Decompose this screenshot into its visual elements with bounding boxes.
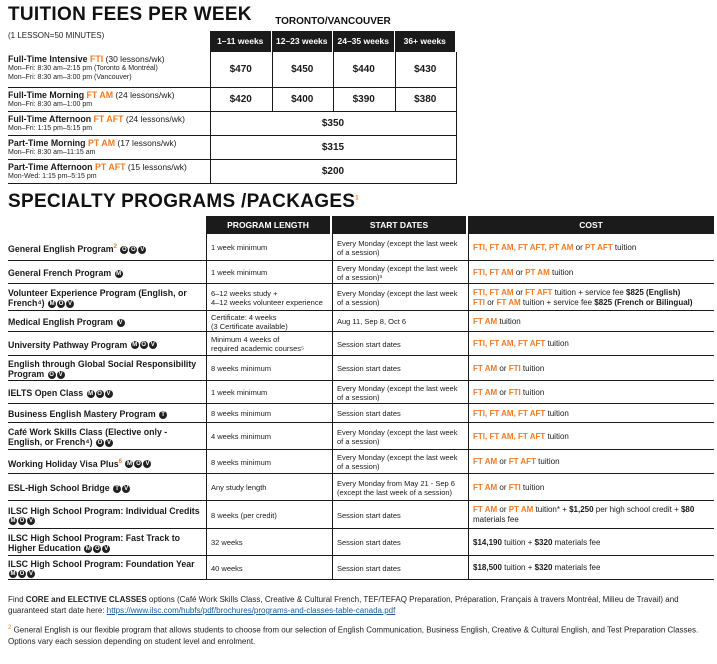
campus-icon: V (28, 518, 33, 525)
program-length: Certificate: 4 weeks (3 Certificate available) (211, 312, 288, 331)
start-dates: Every Monday (except the last week of a session)³ (337, 263, 458, 282)
program-length: 8 weeks minimum (211, 409, 272, 418)
campus-icon: O (58, 300, 64, 307)
program-length: 8 weeks (per credit) (211, 510, 277, 520)
tuition-price: $430 (414, 64, 437, 75)
program-cost: FTI, FT AM or FT AFT tuition + service fee $825 (English) FTI or FT AM tuition + service fee $825 (French or Bilingual) (473, 287, 693, 307)
campus-icon: M (10, 518, 16, 525)
campus-icon: T (113, 485, 121, 493)
specialty-row (8, 332, 714, 356)
start-dates: Session start dates (337, 510, 401, 520)
program-cost: FT AM tuition (473, 316, 521, 326)
tuition-price: $350 (321, 118, 345, 129)
start-dates: Every Monday (except the last week of a session) (337, 427, 458, 446)
specialty-row (8, 450, 714, 474)
campus-icon: O (49, 371, 54, 378)
tuition-column-headers (210, 31, 456, 52)
tuition-price: $470 (229, 64, 252, 75)
start-dates: Session start dates (337, 364, 401, 373)
campus-icon: V (150, 342, 155, 349)
specialty-col-2: COST (468, 216, 714, 234)
specialty-row (8, 381, 714, 404)
campus-icon: V (118, 319, 123, 326)
start-dates: Session start dates (337, 339, 401, 349)
program-length: 1 week minimum (211, 268, 268, 277)
specialty-row (8, 474, 714, 501)
campus-icon: O (19, 571, 25, 578)
specialty-row (8, 404, 714, 423)
tuition-row-name: Part-Time Afternoon PT AFT (15 lessons/wk) Mon-Wed: 1:15 pm–5:15 pm (8, 162, 187, 180)
program-cost: FT AM or FTI tuition (473, 482, 545, 492)
specialty-row (8, 261, 714, 284)
tuition-price: $440 (352, 64, 375, 75)
tuition-price: $390 (352, 94, 375, 105)
campus-icon: O (97, 390, 102, 397)
region-header: TORONTO/VANCOUVER (275, 16, 391, 27)
tuition-row-name: Part-Time Morning PT AM (17 lessons/wk) Mon–Fri: 8:30 am–11:15 am (8, 138, 177, 156)
program-name: General English Program$^2$ O O V (8, 243, 145, 254)
campus-icon: O (141, 342, 147, 349)
start-dates: Aug 11, Sep 8, Oct 6 (337, 317, 407, 326)
campus-icon: T (159, 411, 167, 419)
campus-icon: M (85, 545, 91, 552)
specialty-col-0: PROGRAM LENGTH (206, 216, 330, 234)
program-name: Café Work Skills Class (Elective only - English, or French⁴) O V (8, 427, 168, 447)
campus-icon: O (94, 545, 100, 552)
program-cost: FTI, FT AM, FT AFT tuition (473, 339, 569, 348)
specialty-row (8, 234, 714, 261)
tuition-price: $200 (321, 166, 345, 177)
campus-icon: M (116, 270, 122, 277)
campus-icon: V (28, 571, 33, 578)
program-length: 8 weeks minimum (211, 457, 272, 467)
start-dates: Every Monday (except the last week of a session) (337, 288, 458, 307)
program-cost: $18,500 tuition + $320 materials fee (473, 563, 601, 572)
program-cost: FTI, FT AM, FT AFT tuition (473, 408, 569, 418)
campus-icon: M (132, 342, 138, 349)
start-dates: Session start dates (337, 563, 401, 573)
tuition-title: TUITION FEES PER WEEK (8, 4, 252, 25)
tuition-row (8, 52, 456, 88)
program-length: 8 weeks minimum (211, 364, 272, 373)
campus-icon: O (19, 518, 25, 525)
program-length: Any study length (211, 483, 267, 492)
tuition-col-3: 36+ weeks (395, 31, 456, 52)
program-length: 32 weeks (211, 538, 243, 547)
campus-icon: V (58, 371, 63, 378)
tuition-price: $400 (291, 94, 314, 105)
tuition-row-name: Full-Time Intensive FTI (30 lessons/wk) Mon–Fri: 8:30 am–2:15 pm (Toronto & Montréal) Mon–Fri: 8:30 am–3:00 pm (Vancouver) (8, 54, 165, 81)
program-name: ILSC High School Program: Foundation Year M O V (8, 558, 195, 578)
program-name: University Pathway Program M O V (8, 339, 155, 350)
start-dates: Session start dates (337, 538, 401, 547)
program-cost: FT AM or FTI tuition (473, 363, 545, 373)
specialty-row (8, 311, 714, 332)
campus-icon: V (106, 439, 111, 446)
program-name: ILSC High School Program: Individual Credits M O V (8, 505, 200, 525)
program-length: 6–12 weeks study + 4–12 weeks volunteer experience (211, 288, 323, 307)
campus-icon: V (104, 545, 109, 552)
specialty-title: SPECIALTY PROGRAMS /PACKAGES$^1$ (8, 191, 359, 212)
program-name: Business English Mastery Program T (8, 406, 200, 422)
campus-icon: M (126, 461, 132, 468)
specialty-row (8, 356, 714, 381)
tuition-row (8, 136, 456, 160)
campus-icon: O (97, 439, 103, 446)
campus-icon: V (106, 390, 111, 397)
specialty-row (8, 423, 714, 450)
campus-icon: M (10, 571, 16, 578)
tuition-row (8, 160, 456, 184)
campus-icon: O (131, 246, 136, 253)
program-cost: FT AM or PT AM tuition* + $1,250 per high school credit + $80 materials fee (473, 505, 695, 524)
specialty-row (8, 501, 714, 529)
program-name: Volunteer Experience Program (English, or French⁴) M O V (8, 288, 187, 308)
tuition-row (8, 112, 456, 136)
tuition-col-2: 24–35 weeks (333, 31, 394, 52)
start-dates: Every Monday (except the last week of a session) (337, 238, 458, 257)
start-dates: Every Monday from May 21 - Sep 6 (except the last week of a session) (337, 478, 455, 497)
brochure-link[interactable]: https://www.ilsc.com/hubfs/pdf/brochures/programs-and-classes-table-canada.pdf (106, 606, 396, 615)
program-cost: FT AM or FT AFT tuition (473, 457, 560, 466)
program-name: ESL-High School Bridge T V (8, 483, 129, 493)
specialty-column-headers (206, 216, 714, 234)
program-name: IELTS Open Class M O V (8, 388, 111, 398)
start-dates: Every Monday (except the last week of a session) (337, 383, 458, 402)
campus-icon: O (122, 246, 127, 253)
footer-core-electives: Find CORE and ELECTIVE CLASSES options (Café Work Skills Class, Creative & Cultural French, TEF/TEFAQ Preparation, Préparation, Français à travers Montréal, Milieu de Travail) and guaranteed start date here: https://www.ilsc.com/hubfs/pdf/brochures/programs-and-classes-table-canada.pdf (8, 595, 679, 615)
campus-icon: V (140, 246, 145, 253)
program-name: English through Global Social Responsibility Program O V (8, 359, 197, 379)
program-cost: FTI, FT AM, FT AFT, PT AM or PT AFT tuition (473, 242, 637, 252)
program-length: 4 weeks minimum (211, 432, 272, 441)
tuition-price: $420 (229, 94, 252, 105)
program-length: 1 week minimum (211, 243, 268, 252)
tuition-row-name: Full-Time Morning FT AM (24 lessons/wk) Mon–Fri: 8:30 am–1:00 pm (8, 90, 175, 108)
tuition-col-0: 1–11 weeks (210, 31, 271, 52)
campus-icon: O (136, 461, 141, 468)
tuition-price: $380 (414, 94, 437, 105)
program-length: 1 week minimum (211, 388, 268, 397)
campus-icon: M (49, 300, 55, 307)
tuition-subtitle: (1 LESSON=50 MINUTES) (8, 31, 105, 40)
program-cost: FTI, FT AM, FT AFT tuition (473, 431, 569, 441)
program-name: Working Holiday Visa Plus$^6$ M O V (8, 458, 150, 469)
tuition-row-name: Full-Time Afternoon FT AFT (24 lessons/wk) Mon–Fri: 1:15 pm–5:15 pm (8, 114, 185, 132)
program-name: Medical English Program V (8, 317, 123, 327)
program-cost: $14,190 tuition + $320 materials fee (473, 537, 601, 547)
campus-icon: V (145, 461, 150, 468)
specialty-col-1: START DATES (332, 216, 466, 234)
campus-icon: V (124, 485, 129, 492)
specialty-row (8, 556, 714, 580)
program-length: 40 weeks (211, 563, 243, 573)
program-name: ILSC High School Program: Fast Track to Higher Education M O V (8, 533, 181, 553)
tuition-price: $315 (321, 142, 345, 153)
tuition-col-1: 12–23 weeks (272, 31, 333, 52)
program-name: General French Program M (8, 268, 122, 278)
program-cost: FTI, FT AM or PT AM tuition (473, 267, 574, 277)
tuition-price: $450 (291, 64, 314, 75)
program-cost: FT AM or FTI tuition (473, 387, 545, 397)
start-dates: Every Monday (except the last week of a session) (337, 453, 458, 471)
campus-icon: V (68, 300, 73, 307)
start-dates: Session start dates (337, 409, 401, 418)
program-length: Minimum 4 weeks of required academic courses⁵ (211, 335, 305, 353)
tuition-row (8, 88, 456, 112)
campus-icon: M (88, 390, 94, 397)
footer-note: $^2$ General English is our flexible program that allows students to choose from our selection of English Communication, Business English, Creative & Cultural English, and Test Preparation Classes. Options vary each session depending on student level and enrolment. (8, 625, 699, 646)
specialty-row (8, 529, 714, 556)
specialty-row (8, 284, 714, 311)
